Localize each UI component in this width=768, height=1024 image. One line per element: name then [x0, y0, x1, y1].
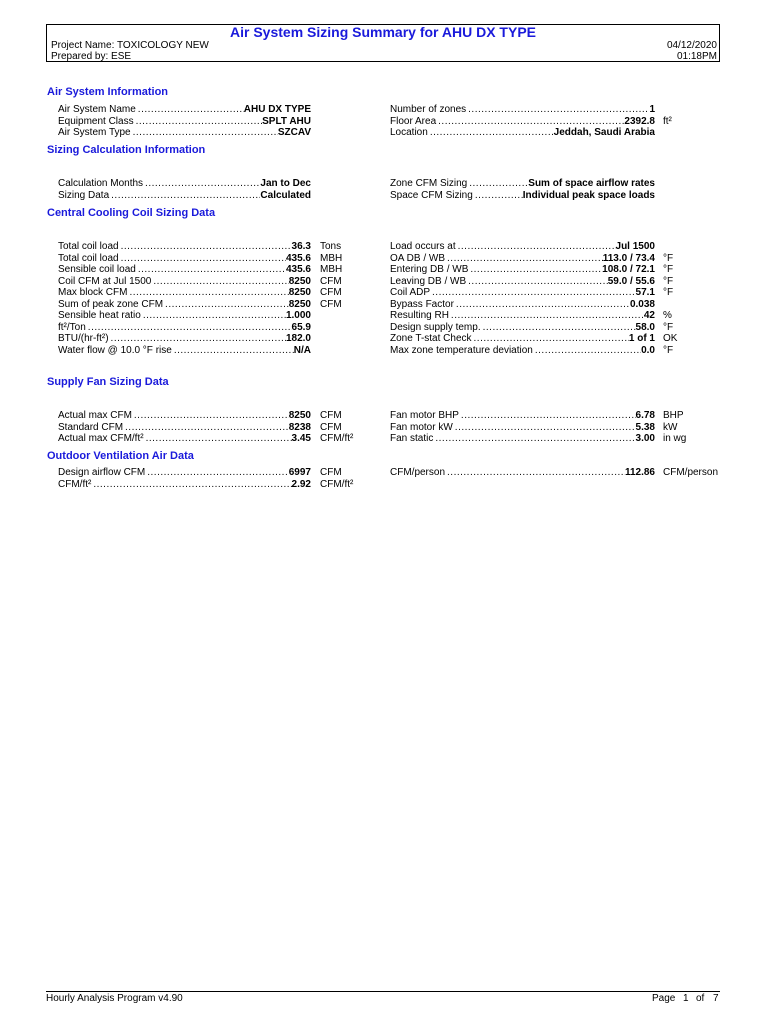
field-value: 3.45 — [291, 433, 311, 444]
field-value: 1 of 1 — [628, 333, 655, 344]
field-value: SZCAV — [277, 127, 311, 138]
air-system-info-left-row — [58, 116, 311, 128]
air-system-info-left-row — [58, 127, 311, 139]
field-unit: °F — [663, 264, 674, 275]
air-system-info-right-row — [390, 104, 655, 116]
cooling-coil-right-row — [390, 264, 655, 276]
leader-dots — [456, 241, 616, 253]
field-unit: °F — [663, 287, 674, 298]
leader-dots — [109, 190, 260, 202]
program-version: Hourly Analysis Program v4.90 — [46, 993, 183, 1004]
leader-dots — [127, 287, 288, 299]
field-value: 435.6 — [285, 252, 311, 264]
sizing-calc-info-left-row — [58, 178, 311, 190]
project-name: Project Name: TOXICOLOGY NEW — [51, 40, 209, 51]
cooling-coil-right-row — [390, 322, 655, 334]
leader-dots — [466, 276, 608, 288]
field-value: AHU DX TYPE — [243, 104, 311, 115]
leader-dots — [119, 253, 286, 265]
field-label: Fan motor kW — [390, 421, 453, 433]
field-value: 3.00 — [635, 433, 655, 444]
field-value: 58.0 — [635, 321, 655, 333]
air-system-info-right-row — [390, 127, 655, 139]
field-label: Equipment Class — [58, 115, 134, 127]
field-value: 0.038 — [629, 298, 655, 310]
field-label: Actual max CFM — [58, 410, 132, 421]
field-value: 36.3 — [291, 241, 311, 252]
field-label: Space CFM Sizing — [390, 189, 473, 201]
leader-dots — [86, 322, 292, 334]
field-label: Water flow @ 10.0 °F rise — [58, 344, 172, 356]
leader-dots — [163, 299, 289, 311]
field-unit: in wg — [663, 433, 687, 444]
field-unit: BHP — [663, 410, 684, 421]
field-label: Max zone temperature deviation — [390, 344, 533, 356]
field-label: Total coil load — [58, 252, 119, 264]
cooling-coil-right-row — [390, 333, 655, 345]
cooling-coil-left-row — [58, 264, 311, 276]
leader-dots — [466, 104, 649, 116]
field-value: 108.0 / 72.1 — [602, 264, 655, 275]
field-value: 59.0 / 55.6 — [607, 275, 655, 287]
field-label: Leaving DB / WB — [390, 275, 467, 287]
field-value: 112.86 — [624, 467, 655, 478]
leader-dots — [430, 287, 636, 299]
field-label: Zone CFM Sizing — [390, 178, 468, 189]
field-value: 57.1 — [635, 287, 655, 298]
cooling-coil-right-row — [390, 310, 655, 322]
cooling-coil-right-row — [390, 345, 655, 357]
field-label: Air System Type — [58, 127, 131, 138]
outdoor-vent-left-row — [58, 467, 311, 479]
footer-divider — [46, 991, 720, 992]
field-value: 8238 — [288, 421, 311, 433]
leader-dots — [473, 190, 523, 202]
field-label: Fan static — [390, 433, 434, 444]
report-date: 04/12/2020 — [666, 40, 717, 51]
field-value: 435.6 — [285, 264, 311, 275]
field-value: 1.000 — [285, 310, 311, 321]
leader-dots — [436, 116, 624, 128]
field-value: 182.0 — [285, 333, 311, 344]
field-unit: Tons — [320, 241, 342, 252]
leader-dots — [433, 433, 635, 445]
field-label: OA DB / WB — [390, 252, 446, 264]
field-unit: °F — [663, 321, 674, 333]
field-value: 2.92 — [291, 478, 311, 490]
section-heading-supply-fan: Supply Fan Sizing Data — [47, 376, 169, 388]
report-time: 01:18PM — [676, 51, 717, 62]
field-label: Design airflow CFM — [58, 467, 146, 478]
field-unit: kW — [663, 421, 678, 433]
cooling-coil-left-row — [58, 253, 311, 265]
field-unit: °F — [663, 344, 674, 356]
sizing-calc-info-right-row — [390, 178, 655, 190]
field-value: Individual peak space loads — [522, 189, 655, 201]
field-unit: °F — [663, 275, 674, 287]
field-value: Jeddah, Saudi Arabia — [553, 127, 655, 138]
sizing-calc-info-left-row — [58, 190, 311, 202]
field-unit: CFM — [320, 287, 342, 298]
field-label: Air System Name — [58, 104, 136, 115]
field-unit: MBH — [320, 264, 343, 275]
field-unit: % — [663, 310, 672, 321]
cooling-coil-left-row — [58, 241, 311, 253]
field-label: Location — [390, 127, 428, 138]
leader-dots — [131, 127, 278, 139]
supply-fan-left-row — [58, 410, 311, 422]
field-label: Standard CFM — [58, 421, 124, 433]
field-label: CFM/ft² — [58, 478, 92, 490]
field-label: Design supply temp. — [390, 321, 481, 333]
field-label: Calculation Months — [58, 178, 144, 189]
field-unit: MBH — [320, 252, 343, 264]
field-value: 8250 — [288, 275, 311, 287]
leader-dots — [109, 333, 286, 345]
field-unit: OK — [663, 333, 678, 344]
field-label: Max block CFM — [58, 287, 128, 298]
field-unit: CFM/person — [663, 467, 719, 478]
page-total: 7 — [713, 993, 719, 1004]
air-system-info-right-row — [390, 116, 655, 128]
page-of-label: of — [696, 993, 705, 1004]
cooling-coil-right-row — [390, 287, 655, 299]
leader-dots — [132, 410, 289, 422]
leader-dots — [453, 422, 636, 434]
leader-dots — [472, 333, 629, 345]
supply-fan-right-row — [390, 410, 655, 422]
field-label: Sizing Data — [58, 189, 110, 201]
outdoor-vent-right-row — [390, 467, 655, 479]
field-label: Sensible coil load — [58, 264, 136, 275]
field-unit: CFM — [320, 298, 342, 310]
section-heading-air-system-info: Air System Information — [47, 86, 169, 98]
field-label: Sum of peak zone CFM — [58, 298, 164, 310]
field-label: Coil ADP — [390, 287, 431, 298]
section-heading-outdoor-vent: Outdoor Ventilation Air Data — [47, 450, 194, 462]
leader-dots — [134, 116, 263, 128]
field-label: Total coil load — [58, 241, 119, 252]
field-unit: CFM — [320, 275, 342, 287]
cooling-coil-left-row — [58, 345, 311, 357]
field-value: Jul 1500 — [615, 241, 655, 252]
field-value: SPLT AHU — [262, 115, 311, 127]
cooling-coil-right-row — [390, 253, 655, 265]
field-value: 6997 — [288, 467, 311, 478]
leader-dots — [481, 322, 636, 334]
leader-dots — [445, 253, 603, 265]
field-label: ft²/Ton — [58, 321, 86, 333]
field-label: Fan motor BHP — [390, 410, 459, 421]
cooling-coil-right-row — [390, 241, 655, 253]
field-unit: °F — [663, 252, 674, 264]
field-label: Resulting RH — [390, 310, 449, 321]
field-label: CFM/person — [390, 467, 446, 478]
section-heading-cooling-coil: Central Cooling Coil Sizing Data — [47, 207, 216, 219]
prepared-by: Prepared by: ESE — [51, 51, 132, 62]
supply-fan-right-row — [390, 422, 655, 434]
field-value: Jan to Dec — [260, 178, 311, 189]
leader-dots — [449, 310, 644, 322]
field-value: N/A — [293, 344, 311, 356]
field-unit: CFM — [320, 467, 342, 478]
leader-dots — [459, 410, 636, 422]
leader-dots — [119, 241, 292, 253]
field-label: Load occurs at — [390, 241, 456, 252]
field-label: Bypass Factor — [390, 298, 454, 310]
field-value: 1 — [649, 104, 655, 115]
cooling-coil-left-row — [58, 333, 311, 345]
sizing-calc-info-right-row — [390, 190, 655, 202]
field-value: 8250 — [288, 298, 311, 310]
leader-dots — [123, 422, 289, 434]
field-value: 65.9 — [291, 321, 311, 333]
supply-fan-right-row — [390, 433, 655, 445]
field-value: 6.78 — [635, 410, 655, 421]
page-label: Page — [652, 993, 676, 1004]
field-unit: ft² — [663, 115, 672, 127]
field-label: Floor Area — [390, 115, 437, 127]
field-value: 5.38 — [635, 421, 655, 433]
field-value: Sum of space airflow rates — [528, 178, 655, 189]
cooling-coil-left-row — [58, 299, 311, 311]
supply-fan-left-row — [58, 422, 311, 434]
leader-dots — [143, 178, 260, 190]
field-unit: CFM — [320, 421, 342, 433]
field-label: Actual max CFM/ft² — [58, 433, 144, 444]
leader-dots — [136, 104, 244, 116]
section-heading-sizing-calc: Sizing Calculation Information — [47, 144, 206, 156]
leader-dots — [172, 345, 294, 357]
outdoor-vent-left-row — [58, 479, 311, 491]
page-number: 1 — [683, 993, 689, 1004]
field-value: 0.0 — [641, 344, 655, 356]
leader-dots — [145, 467, 289, 479]
cooling-coil-left-row — [58, 287, 311, 299]
leader-dots — [467, 178, 528, 190]
leader-dots — [151, 276, 288, 288]
leader-dots — [144, 433, 292, 445]
supply-fan-left-row — [58, 433, 311, 445]
field-value: 113.0 / 73.4 — [602, 252, 655, 264]
field-label: Zone T-stat Check — [390, 333, 472, 344]
leader-dots — [91, 479, 291, 491]
field-label: Coil CFM at Jul 1500 — [58, 275, 152, 287]
cooling-coil-right-row — [390, 299, 655, 311]
leader-dots — [533, 345, 641, 357]
cooling-coil-left-row — [58, 310, 311, 322]
leader-dots — [454, 299, 630, 311]
air-system-info-left-row — [58, 104, 311, 116]
field-unit: CFM — [320, 410, 342, 421]
field-label: Sensible heat ratio — [58, 310, 141, 321]
report-title: Air System Sizing Summary for AHU DX TYPE — [230, 24, 536, 40]
leader-dots — [136, 264, 286, 276]
report-header — [46, 24, 720, 62]
field-value: Calculated — [260, 189, 311, 201]
cooling-coil-right-row — [390, 276, 655, 288]
field-value: 8250 — [288, 410, 311, 421]
field-value: 2392.8 — [624, 115, 655, 127]
field-label: Entering DB / WB — [390, 264, 469, 275]
leader-dots — [468, 264, 602, 276]
field-value: 8250 — [288, 287, 311, 298]
cooling-coil-left-row — [58, 322, 311, 334]
leader-dots — [141, 310, 286, 322]
cooling-coil-left-row — [58, 276, 311, 288]
field-label: BTU/(hr-ft²) — [58, 333, 109, 344]
leader-dots — [428, 127, 554, 139]
field-unit: CFM/ft² — [320, 433, 354, 444]
field-value: 42 — [643, 310, 655, 321]
leader-dots — [445, 467, 625, 479]
field-label: Number of zones — [390, 104, 467, 115]
field-unit: CFM/ft² — [320, 478, 354, 490]
